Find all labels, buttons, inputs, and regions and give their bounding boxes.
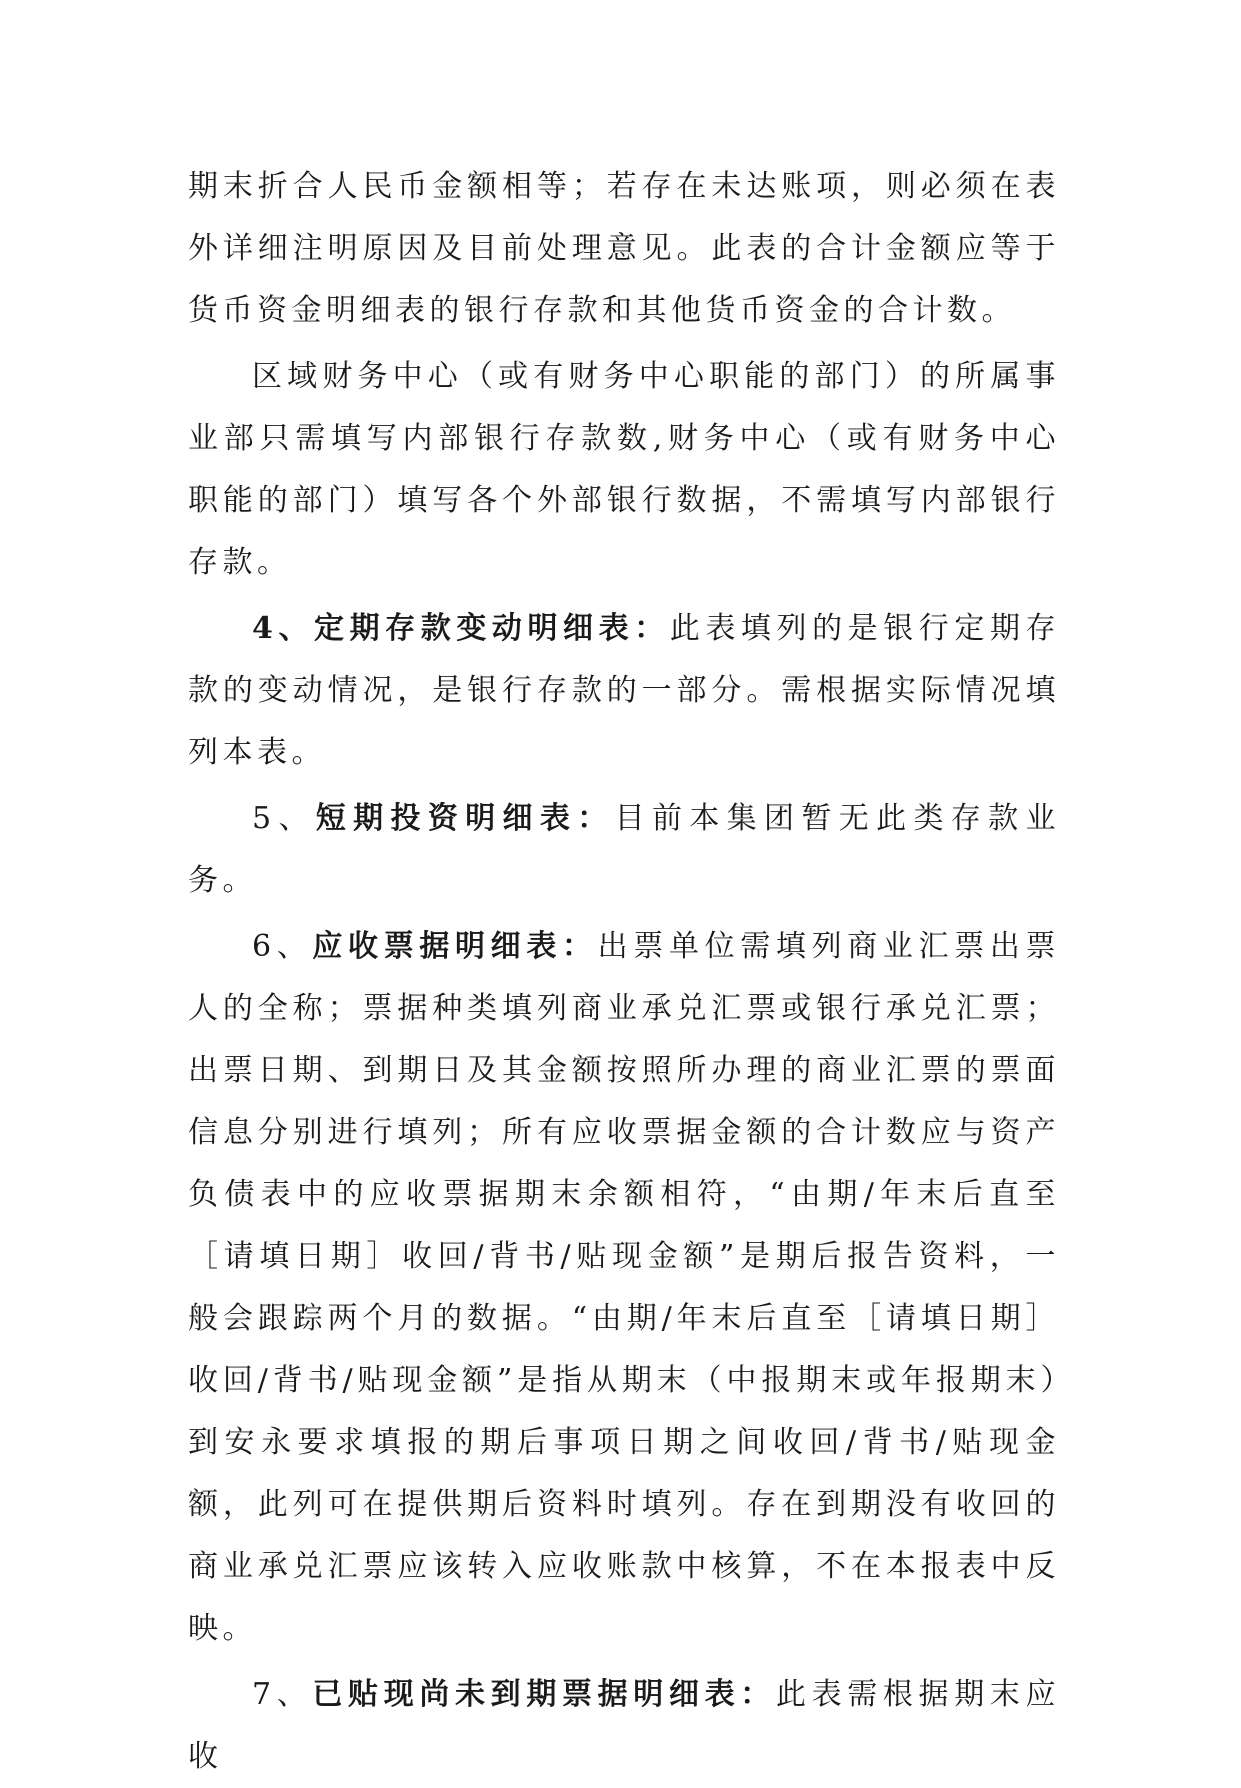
item-number: 7、 — [252, 1677, 313, 1712]
paragraph-bank-balance-note — [188, 156, 1060, 342]
paragraph-text: 出票单位需填列商业汇票出票人的全称；票据种类填列商业承兑汇票或银行承兑汇票；出票日期、到期日及其金额按照所办理的商业汇票的票面信息分别进行填列；所有应收票据金额的合计数应与资产负债表中的应收票据期末余额相符，“由期/年末后直至［请填日期］收回/背书/贴现金额”是期后报告资料，一般会跟踪两个月的数据。“由期/年末后直至［请填日期］收回/背书/贴现金额”是指从期末（中报期末或年报期末）到安永要求填报的期后事项日期之间收回/背书/贴现金额，此列可在提供期后资料时填列。存在到期没有收回的商业承兑汇票应该转入应收账款中核算，不在本报表中反映。 — [188, 929, 1061, 1646]
section-heading: 已贴现尚未到期票据明细表： — [312, 1677, 776, 1712]
document-page — [188, 156, 1060, 1788]
paragraph-notes-receivable — [188, 916, 1060, 1660]
paragraph-regional-finance-center — [188, 346, 1060, 594]
paragraph-short-term-investment — [188, 788, 1060, 912]
item-number: 6、 — [252, 929, 313, 964]
paragraph-text: 期末折合人民币金额相等；若存在未达账项，则必须在表外详细注明原因及目前处理意见。此表的合计金额应等于货币资金明细表的银行存款和其他货币资金的合计数。 — [188, 169, 1060, 328]
item-number: 4、 — [252, 611, 315, 646]
paragraph-fixed-deposit-schedule — [188, 598, 1060, 784]
paragraph-text: 此表需根据期末应收 — [188, 1677, 1061, 1774]
section-heading: 定期存款变动明细表： — [314, 611, 670, 646]
paragraph-discounted-notes — [188, 1664, 1060, 1788]
paragraph-text: 目前本集团暂无此类存款业务。 — [188, 801, 1061, 898]
item-number: 5、 — [252, 801, 316, 836]
paragraph-text: 区域财务中心（或有财务中心职能的部门）的所属事业部只需填写内部银行存款数,财务中心（或有财务中心职能的部门）填写各个外部银行数据，不需填写内部银行存款。 — [188, 359, 1060, 580]
paragraph-text: 此表填列的是银行定期存款的变动情况，是银行存款的一部分。需根据实际情况填列本表。 — [188, 611, 1061, 770]
section-heading: 应收票据明细表： — [312, 929, 598, 964]
section-heading: 短期投资明细表： — [315, 801, 615, 836]
